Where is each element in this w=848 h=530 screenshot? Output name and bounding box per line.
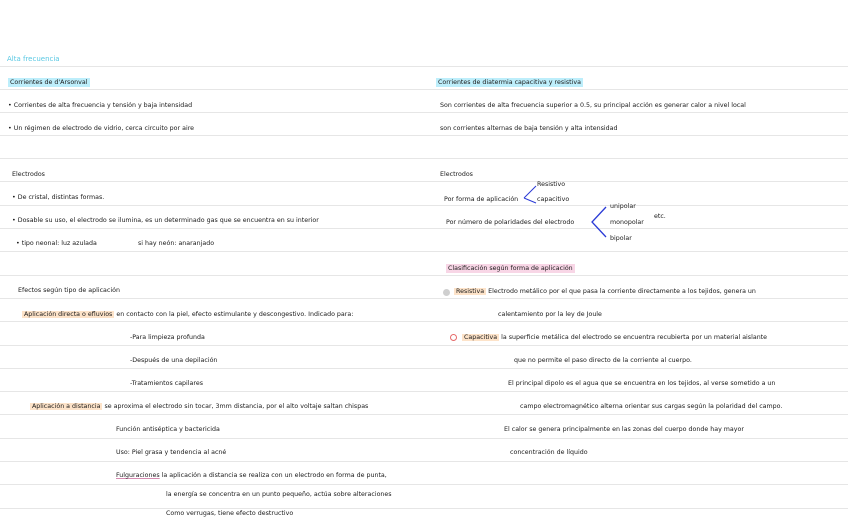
left-bullet-2: • Un régimen de electrodo de vidrio, cerca circuito por aire xyxy=(8,125,195,132)
right-line-2: son corrientes alternas de baja tensión y alta intensidad xyxy=(440,125,618,132)
pole-option-bipolar: bipolar xyxy=(610,235,632,242)
resistive-bullet-icon xyxy=(443,289,450,296)
capacitive-bullet-icon xyxy=(450,334,457,341)
left-bullet-1: • Corrientes de alta frecuencia y tensión y baja intensidad xyxy=(8,102,193,109)
fulguration-line-3: Como verrugas, tiene efecto destructivo xyxy=(166,510,294,517)
form-option-capacitive: capacitivo xyxy=(537,196,570,203)
by-poles-label: Por número de polaridades del electrodo xyxy=(446,219,575,226)
left-heading-electrodes: Electrodos xyxy=(12,171,45,178)
capacitive-line-4: campo electromagnético alterna orientar sus cargas según la polaridad del campo. xyxy=(520,403,783,410)
pole-etc: etc. xyxy=(654,213,666,220)
left-heading-darsonval: Corrientes de d'Arsonval xyxy=(10,79,88,86)
left-heading-effects: Efectos según tipo de aplicación xyxy=(18,287,120,294)
direct-application: Aplicación directa o efluvios en contacto con la piel, efecto estimulante y descongestivo. Indicado para: xyxy=(24,311,354,318)
right-heading-electrodes: Electrodos xyxy=(440,171,473,178)
form-option-resistive: Resistivo xyxy=(537,181,566,188)
function-line: Función antiséptica y bactericida xyxy=(116,426,220,433)
fulguration-line-2: la energía se concentra en un punto pequeño, actúa sobre alteraciones xyxy=(166,491,392,498)
pole-option-unipolar: unipolar xyxy=(610,203,636,210)
indication-3: -Tratamientos capilares xyxy=(130,380,204,387)
right-heading-diathermy: Corrientes de diatermia capacitiva y resistiva xyxy=(438,79,581,86)
right-heading-classification: Clasificación según forma de aplicación xyxy=(448,265,573,272)
indication-2: -Después de una depilación xyxy=(130,357,218,364)
right-line-1: Son corrientes de alta frecuencia superior a 0.5, su principal acción es generar calor a nivel local xyxy=(440,102,746,109)
pole-option-monopolar: monopolar xyxy=(610,219,644,226)
capacitive-line-6: concentración de líquido xyxy=(510,449,588,456)
capacitive-line-3: El principal dipolo es el agua que se encuentra en los tejidos, al verse sometido a un xyxy=(508,380,776,387)
capacitive-line-2: que no permite el paso directo de la corriente al cuerpo. xyxy=(514,357,692,364)
distance-application: Aplicación a distancia se aproxima el electrodo sin tocar, 3mm distancia, por el alto voltaje saltan chispas xyxy=(32,403,369,410)
form-arrow-icon xyxy=(524,183,538,207)
left-bullet-3: • De cristal, distintas formas. xyxy=(12,194,105,201)
left-bullet-5a: • tipo neonal: luz azulada xyxy=(16,240,97,247)
fulguration-line: Fulguraciones la aplicación a distancia se realiza con un electrodo en forma de punta, xyxy=(116,472,387,479)
capacitive-line-5: El calor se genera principalmente en las zonas del cuerpo donde hay mayor xyxy=(504,426,744,433)
resistive-line-2: calentamiento por la ley de Joule xyxy=(498,311,602,318)
capacitive-line-1: Capacitiva la superficie metálica del electrodo se encuentra recubierta por un material aislante xyxy=(464,334,768,341)
poles-bracket-icon xyxy=(590,205,610,239)
indication-1: -Para limpieza profunda xyxy=(130,334,205,341)
use-line: Uso: Piel grasa y tendencia al acné xyxy=(116,449,227,456)
by-form-label: Por forma de aplicación xyxy=(444,196,519,203)
left-bullet-4: • Dosable su uso, el electrodo se ilumina, es un determinado gas que se encuentra en su interior xyxy=(12,217,319,224)
left-bullet-5b: si hay neón: anaranjado xyxy=(138,240,215,247)
resistive-line-1: Resistiva Electrodo metálico por el que pasa la corriente directamente a los tejidos, genera un xyxy=(456,288,756,295)
page-title: Alta frecuencia xyxy=(7,55,60,63)
